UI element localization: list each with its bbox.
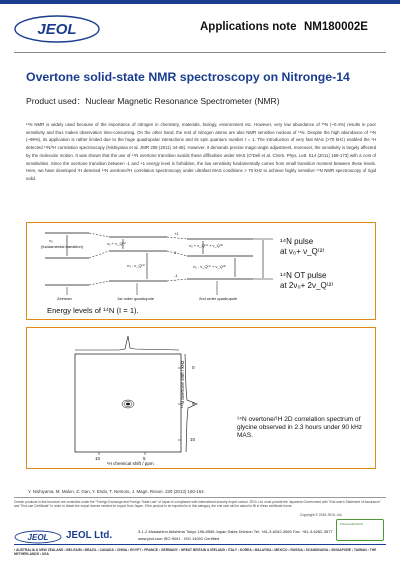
- n14-pulse-label: [280, 237, 324, 256]
- n14-ot-pulse-label: [280, 271, 333, 290]
- x-tick-5: 5: [143, 456, 146, 461]
- footer-logo-text: JEOL: [27, 533, 49, 542]
- company-address: 3-1-2 Musashino Akishima Tokyo 196-8558 Japan Sales Division Tel. +81-3-6262-3560 Fax. +81-3-6262-3577: [138, 529, 333, 534]
- company-contact: www.jeol.com ISO 9001 · ISO 14001 Certified: [138, 536, 220, 541]
- n14-ot-pulse-line2: at 2ν₀+ 2ν_Q⁽²⁾: [280, 280, 334, 290]
- m-plus-label: +1: [174, 231, 179, 236]
- logo-text: JEOL: [37, 21, 77, 38]
- second-order-label: 2nd order quadrupole: [199, 296, 238, 301]
- copyright-text: Copyright © 2018 JEOL Ltd.: [300, 513, 343, 517]
- contour-peak: [126, 403, 130, 406]
- first-order-label: 1st order quadrupole: [117, 296, 154, 301]
- spectrum-2d-plot: [27, 328, 375, 468]
- energy-caption: Energy levels of ¹⁴N (I = 1).: [47, 306, 139, 315]
- m-zero-label: 0: [174, 250, 177, 255]
- n14-pulse-line1: ¹⁴N pulse: [280, 237, 314, 246]
- footer-bottom-divider: [14, 544, 386, 545]
- x-axis-label: ¹H chemical shift / ppm: [107, 461, 154, 466]
- country-list: • AUSTRALIA & NEW ZEALAND • BELGIUM • BRAZIL • CANADA • CHINA • EGYPT • FRANCE • GERMANY • GREAT BRITAIN & IRELAND • ITALY • KOREA • MALAYSIA • MEXICO • RUSSIA • SCANDINAVIA • SINGAPORE • TAIWAN • THE NETHERLANDS • USA: [14, 548, 377, 557]
- y-tick-10: 10: [190, 437, 196, 442]
- proton-projection: [75, 336, 179, 350]
- company-name: JEOL Ltd.: [66, 530, 113, 541]
- jeol-logo: [14, 14, 100, 44]
- footer-divider: [14, 497, 386, 498]
- energy-level-figure: [26, 222, 376, 320]
- reference-citation: Y. Nishiyama, M. Malon, Z. Gan, Y. Endo, T. Nemoto, J. Magn. Reson. 230 (2013) 160-164.: [28, 489, 205, 494]
- product-used: Product used：Nuclear Magnetic Resonance Spectrometer (NMR): [26, 96, 280, 106]
- page-title: Overtone solid-state NMR spectroscopy on Nitronge-14: [26, 70, 350, 84]
- document-id: NM180002E: [304, 21, 368, 33]
- body-paragraph: ¹⁴N NMR is widely used because of the importance of nitrogen in chemistry, materials, biology, environment etc. However, very low abundance of ¹⁵N (~0.4%) results in poor sensitivity and thus makes observation time-consuming. On the other hand, the rest of nitrogen atoms are also NMR sensitive nucleus of ¹⁴N. Despite the high abundance of ¹⁴N (~99%), its application is rather limited due to the huge quadrupolar interactions and its spin quantum number I = 1. The introduction of very fast MAS (>70 kHz) enabled the ¹H detected ¹⁴N/¹H correlation spectroscopy (Nishiyama et al. JMR 208 (2011) 44-48). However, it demands precise magic-angle adjustment, moreover, the sensitivity is largely affected by the molecular motion. It was shown that the use of ¹⁴N overtone transition avoids these difficulties under MAS (O'Dell et al. Chem. Phys. Lett. 514 (2011) 168-173) with a cost of sensitivities. Since the overtone transition between -1 and +1 energy level is forbidden, the low sensitivity fundamentally comes from small transition moment between these levels. Here, we have developed ¹H detected ¹⁴N overtone/¹H correlation spectroscopy under ultrafast MAS conditions > 70 kHz to achieve highly sensitive ¹⁴N NMR spectroscopy of rigid solid.: [26, 122, 376, 181]
- level-label-mid2: ν₀ - ν_Q⁽¹⁾ + ν_Q⁽²⁾: [193, 264, 227, 269]
- spectrum-caption: ¹⁴N overtone/¹H 2D correlation spectrum of glycine observed in 2.3 hours under 90 kHz MAS.: [237, 416, 363, 439]
- level-label-top2: ν₀ + ν_Q⁽¹⁾ + ν_Q⁽²⁾: [189, 243, 224, 248]
- x-tick-10: 10: [95, 456, 101, 461]
- fundamental-label: ν₀: [49, 238, 53, 243]
- m-minus-label: -1: [174, 273, 178, 278]
- n14-ot-pulse-line1: ¹⁴N OT pulse: [280, 271, 327, 280]
- footer-jeol-logo: [14, 530, 62, 544]
- top-color-bar: [0, 0, 400, 4]
- document-type: Applications note: [200, 21, 297, 33]
- n14-pulse-line2: at ν₀+ ν_Q⁽²⁾: [280, 246, 325, 256]
- jeol-logo-mark: [14, 14, 100, 44]
- header-divider: [14, 52, 386, 53]
- export-disclaimer: Certain products in this brochure are controlled under the "Foreign Exchange and Foreign Trade Law" of Japan in compliance with international security export control. JEOL Ltd. must provide the Japanese Government with "End-user's Statement of Assurance" and "End-use Certificate" in order to obtain the export license needed for export from Japan. If the product to be exported is in this category, the end user will be asked to fill in these certificate forms.: [14, 500, 381, 509]
- level-label-mid: ν₀ - ν_Q⁽¹⁾: [127, 263, 145, 268]
- y-tick-5: 5: [192, 401, 195, 406]
- level-label-top: ν₀ + ν_Q⁽¹⁾: [107, 241, 126, 246]
- y-axis-label: ¹⁴N overtone shift / kHz: [180, 360, 185, 408]
- zeeman-label: Zeeman: [57, 296, 72, 301]
- fundamental-transition-label: (fundamental transition): [41, 244, 84, 249]
- footer-logo-mark: [14, 530, 62, 544]
- eco-badge-text: Printed with ECO: [340, 522, 364, 526]
- y-tick-0: 0: [192, 365, 195, 370]
- spectrum-figure: [26, 327, 376, 469]
